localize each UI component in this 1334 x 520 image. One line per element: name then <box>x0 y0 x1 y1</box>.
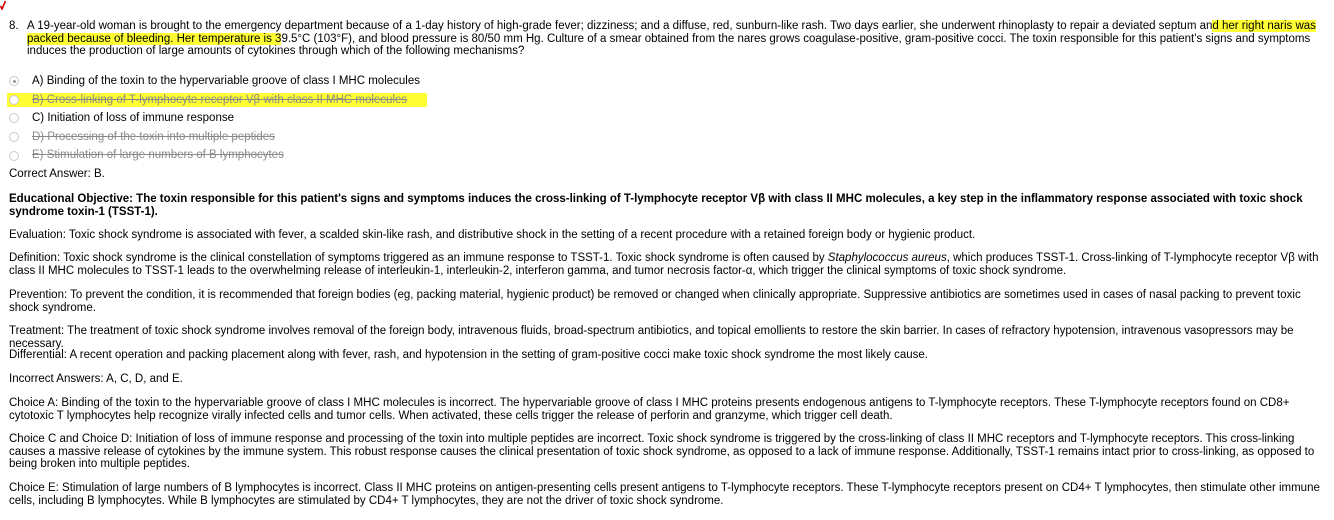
red-check-mark-icon <box>0 0 6 10</box>
option-d-radio[interactable] <box>9 132 19 142</box>
question-text <box>27 20 1327 58</box>
option-a-radio[interactable] <box>9 76 19 86</box>
definition-organism: Staphylococcus aureus <box>827 252 947 264</box>
option-d-label[interactable]: D) Processing of the toxin into multiple peptides <box>32 130 275 143</box>
choice-e-explanation: Choice E: Stimulation of large numbers of B lymphocytes is incorrect. Class II MHC proteins on antigen-presenting cells present antigens to T-lymphocyte receptors. These T-lymphocyte receptors present on CD4+ T lymphocytes, then stimulate other immune cells, including B lymphocytes. While B lymphocytes are stimulated by CD4+ T lymphocytes, they are not the driver of toxic shock syndrome. <box>9 482 1320 507</box>
option-e[interactable] <box>9 146 609 165</box>
choice-a-explanation: Choice A: Binding of the toxin to the hypervariable groove of class I MHC molecules is incorrect. The hypervariable groove of class I MHC proteins presents endogenous antigens to T-lymphocyte receptors. These T-lymphocyte receptors found on CD8+ cytotoxic T lymphocytes help recognize virally infected cells and tumor cells. When activated, these cells trigger the release of perforin and granzyme, which trigger cell death. <box>9 397 1290 422</box>
incorrect-answers: Incorrect Answers: A, C, D, and E. <box>9 373 183 385</box>
question-text-part-2: 9.5°C (103°F), and blood pressure is 80/50 mm Hg. Culture of a smear obtained from the nares grows coagulase-positive, gram-positive cocci. The toxin responsible for this patient's signs and symptoms induces the production of large amounts of cytokines through which of the following mechanisms? <box>27 32 1311 58</box>
differential: Differential: A recent operation and packing placement along with fever, rash, and hypotension in the setting of gram-positive cocci make toxic shock syndrome the most likely cause. <box>9 349 929 361</box>
option-c[interactable] <box>9 109 609 128</box>
evaluation: Evaluation: Toxic shock syndrome is associated with fever, a scalded skin-like rash, and distributive shock in the setting of a recent procedure with a retained foreign body or hygienic product. <box>9 229 976 241</box>
choice-cd-explanation: Choice C and Choice D: Initiation of loss of immune response and processing of the toxin into multiple peptides are incorrect. Toxic shock syndrome is triggered by the cross-linking of class II MHC receptors and T-lymphocyte receptors. This cross-linking causes a massive release of cytokines by the immune system. This robust response causes the clinical presentation of toxic shock syndrome, as opposed to a lack of immune response. Additionally, TSST-1 remains intact prior to cross-linking, as opposed to being broken into multiple peptides. <box>9 433 1315 471</box>
question-number: 8. <box>9 20 19 32</box>
question-text-highlight: d her right naris was packed because of bleeding. Her temperature is 3 <box>27 20 1316 45</box>
option-e-label[interactable]: E) Stimulation of large numbers of B lymphocytes <box>32 149 284 162</box>
correct-answer: Correct Answer: B. <box>9 168 105 180</box>
option-a-label[interactable]: A) Binding of the toxin to the hypervariable groove of class I MHC molecules <box>32 75 420 87</box>
option-b-radio[interactable] <box>9 95 19 105</box>
option-e-radio[interactable] <box>9 151 19 161</box>
treatment: Treatment: The treatment of toxic shock syndrome involves removal of the foreign body, intravenous fluids, broad-spectrum antibiotics, and topical emollients to restore the skin barrier. In cases of refractory hypotension, intravenous vasopressors may be necessary. <box>9 325 1294 350</box>
question-stem <box>9 20 1327 58</box>
option-c-label[interactable]: C) Initiation of loss of immune response <box>32 112 234 125</box>
option-d[interactable] <box>9 128 609 147</box>
prevention: Prevention: To prevent the condition, it is recommended that foreign bodies (eg, packing material, hygienic product) be removed or changed when clinically appropriate. Suppressive antibiotics are sometimes used in cases of nasal packing to prevent toxic shock syndrome. <box>9 289 1301 314</box>
definition-part-1: Definition: Toxic shock syndrome is the clinical constellation of symptoms triggered as an immune response to TSST-1. Toxic shock syndrome is often caused by <box>9 252 828 264</box>
definition <box>9 252 1329 277</box>
option-b-label[interactable]: B) Cross-linking of T-lymphocyte receptor Vβ with class II MHC molecules <box>32 93 408 106</box>
option-a[interactable] <box>9 72 609 91</box>
option-b[interactable] <box>9 91 609 110</box>
question-text-part-1: A 19-year-old woman is brought to the emergency department because of a 1-day history of high-grade fever; dizziness; and a diffuse, red, sunburn-like rash. Two days earlier, she underwent rhinoplasty to repair a deviated septum an <box>27 20 1213 32</box>
educational-objective: Educational Objective: The toxin responsible for this patient's signs and symptoms induces the cross-linking of T-lymphocyte receptor Vβ with class II MHC molecules, a key step in the inflammatory response associated with toxic shock syndrome toxin-1 (TSST-1). <box>9 193 1303 218</box>
answer-options <box>9 72 609 165</box>
definition-part-2: , which produces TSST-1. Cross-linking of T-lymphocyte receptor Vβ with class II MHC molecules to TSST-1 leads to the overwhelming release of interleukin-1, interleukin-2, interferon gamma, and tumor necrosis factor-α, which trigger the clinical symptoms of toxic shock syndrome. <box>9 252 1319 277</box>
option-c-radio[interactable] <box>9 113 19 123</box>
